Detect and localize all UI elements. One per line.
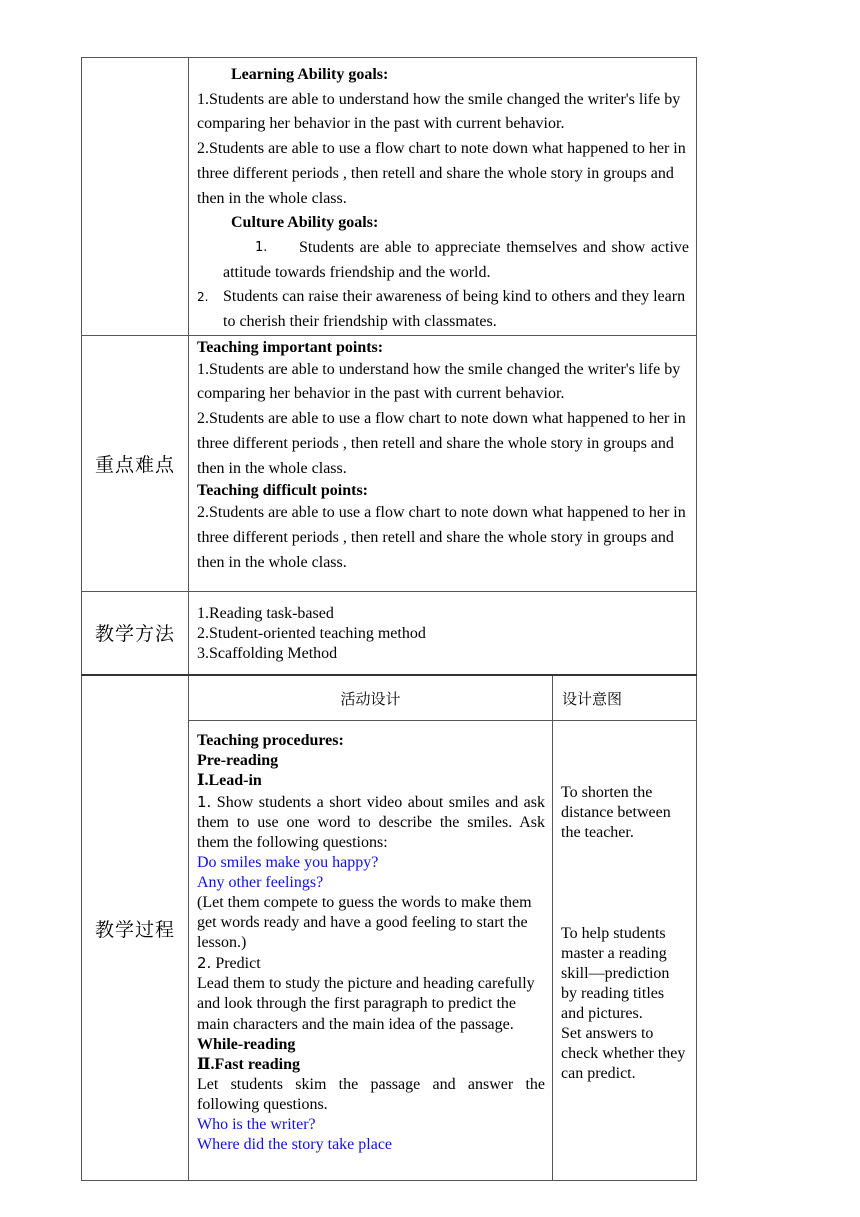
important-point-1: 1.Students are able to understand how the smile changed the writer's life by comparing her behavior in the past with current behavior. [197, 360, 681, 403]
culture-goal-2 [197, 285, 689, 334]
question-1: Do smiles make you happy? [197, 853, 379, 871]
difficult-points-title: Teaching difficult points: [197, 482, 368, 500]
lesson-plan-table [81, 57, 697, 1181]
step-2-number: 2. [197, 954, 212, 973]
methods-row [82, 591, 697, 675]
learning-goal-1: 1.Students are able to understand how the smile changed the writer's life by comparing her behavior in the past with current behavior. [197, 90, 681, 133]
while-reading-heading: While-reading [197, 1035, 296, 1053]
step-1-text: Show students a short video about smiles and ask them to use one word to describe the smiles. Ask them the following questions: [197, 793, 546, 851]
step-2-text: Predict [215, 955, 261, 973]
key-points-cell [189, 335, 697, 591]
step-1-number: 1. [197, 792, 212, 811]
goals-label-cell [82, 58, 189, 336]
design-intent-cell [553, 721, 697, 1181]
process-label: 教学过程 [82, 675, 189, 1181]
key-points-label: 重点难点 [82, 335, 189, 591]
design-intent-header: 设计意图 [553, 675, 697, 721]
methods-label: 教学方法 [82, 591, 189, 675]
culture-goal-2-number: 2. [197, 290, 209, 305]
intent-2: To help students master a reading skill—prediction by reading titles and pictures. [561, 924, 670, 1022]
culture-goals-title: Culture Ability goals: [231, 214, 379, 232]
step-2 [197, 953, 545, 974]
compete-note: (Let them compete to guess the words to make them get words ready and have a good feeling to start the lesson.) [197, 894, 532, 952]
important-points-title: Teaching important points: [197, 338, 384, 356]
pre-reading-heading: Pre-reading [197, 752, 279, 770]
fast-reading-heading: Ⅱ.Fast reading [197, 1055, 300, 1073]
learning-goals-title: Learning Ability goals: [231, 66, 389, 83]
method-item: 3.Scaffolding Method [197, 644, 338, 662]
procedures-title: Teaching procedures: [197, 732, 344, 750]
skim-instruction: Let students skim the passage and answer the following questions. [197, 1075, 545, 1113]
intent-1: To shorten the distance between the teacher. [561, 784, 671, 842]
method-item: 2.Student-oriented teaching method [197, 624, 426, 642]
intent-3: Set answers to check whether they can predict. [561, 1025, 686, 1083]
culture-goal-1-text: Students are able to appreciate themselves and show active attitude towards friendship and the world. [223, 238, 690, 281]
activity-design-cell [189, 721, 553, 1181]
difficult-point-1: 2.Students are able to use a flow chart to note down what happened to her in three different periods , then retell and share the whole story in groups and then in the whole class. [197, 504, 686, 571]
activity-design-header: 活动设计 [189, 675, 553, 721]
key-points-row [82, 335, 697, 591]
step-1 [197, 792, 545, 853]
goals-cell [189, 58, 697, 336]
culture-goal-2-text: Students can raise their awareness of being kind to others and they learn to cherish their friendship with classmates. [223, 288, 686, 331]
question-2: Any other feelings? [197, 873, 324, 891]
method-item: 1.Reading task-based [197, 604, 334, 622]
important-point-2: 2.Students are able to use a flow chart to note down what happened to her in three different periods , then retell and share the whole story in groups and then in the whole class. [197, 410, 686, 477]
learning-goal-2: 2.Students are able to use a flow chart to note down what happened to her in three different periods , then retell and share the whole story in groups and then in the whole class. [197, 140, 686, 207]
question-4: Where did the story take place [197, 1136, 393, 1154]
goals-row [82, 58, 697, 336]
culture-goal-1-number: 1. [255, 239, 268, 255]
predict-text: Lead them to study the picture and heading carefully and look through the first paragraph to predict the main characters and the main idea of the passage. [197, 975, 535, 1033]
methods-cell [189, 591, 697, 675]
question-3: Who is the writer? [197, 1116, 316, 1134]
process-header-row [82, 675, 697, 721]
lead-in-heading: Ⅰ.Lead-in [197, 772, 262, 790]
